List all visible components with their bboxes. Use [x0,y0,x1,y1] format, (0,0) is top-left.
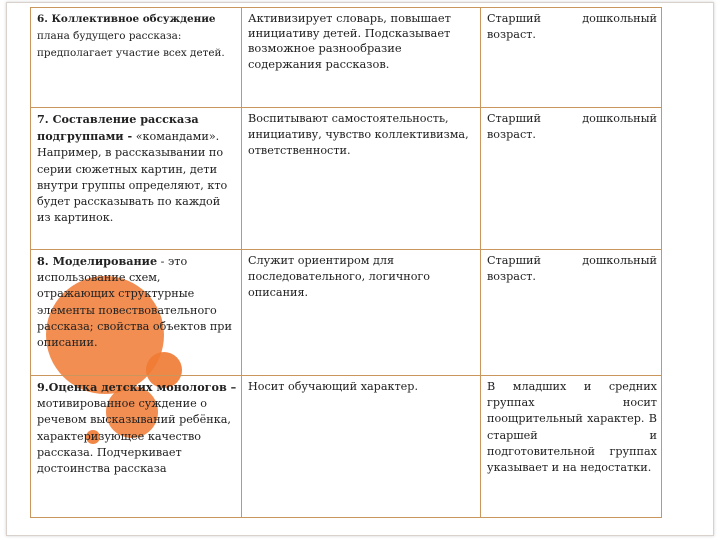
age-word-3: возраст. [487,128,536,142]
age-cell [481,108,662,250]
age-word-2: дошкольный [582,12,657,25]
method-cell [31,8,242,108]
method-cell [31,250,242,376]
method-title: 8. Моделирование [37,254,158,268]
age-cell: В младших и средних группах носит поощрительный характер. В старшей и подготовительной группах указывает и на недостатки. [481,376,662,518]
age-cell [481,250,662,376]
effect-cell: Активизирует словарь, повышает инициативу детей. Подсказывает возможное разнообразие содержания рассказов. [242,8,481,108]
age-word-2: дошкольный [582,112,657,125]
method-description: - это использование схем, отражающих структурные элементы повествовательного рассказа; свойства объектов при описании. [37,255,232,350]
age-word-3: возраст. [487,28,536,42]
method-title: 7. Составление рассказа подгруппами - [37,112,199,144]
age-word-1: Старший [487,112,541,125]
table-row [31,108,662,250]
method-cell [31,108,242,250]
method-description: мотивированное суждение о речевом высказываний ребёнка, характеризующее качество рассказа. Подчеркивает достоинства рассказа [37,397,231,476]
effect-cell: Служит ориентиром для последовательного, логичного описания. [242,250,481,376]
method-description: плана будущего рассказа: предполагает участие всех детей. [37,30,225,59]
age-word-1: Старший [487,12,541,25]
table-row [31,376,662,518]
method-title: 9.Оценка детских монологов – [37,380,237,394]
effect-cell: Носит обучающий характер. [242,376,481,518]
method-title: 6. Коллективное обсуждение [37,13,216,25]
age-word-1: Старший [487,254,541,267]
age-word-3: возраст. [487,270,536,284]
age-word-2: дошкольный [582,254,657,267]
method-description: «командами». Например, в рассказывании по серии сюжетных картин, дети внутри группы определяют, кто будет рассказывать по каждой из картинок. [37,130,228,225]
methods-table [30,7,662,518]
effect-cell: Воспитывают самостоятельность, инициативу, чувство коллективизма, ответственности. [242,108,481,250]
table-row [31,250,662,376]
table-row [31,8,662,108]
age-cell [481,8,662,108]
method-cell [31,376,242,518]
